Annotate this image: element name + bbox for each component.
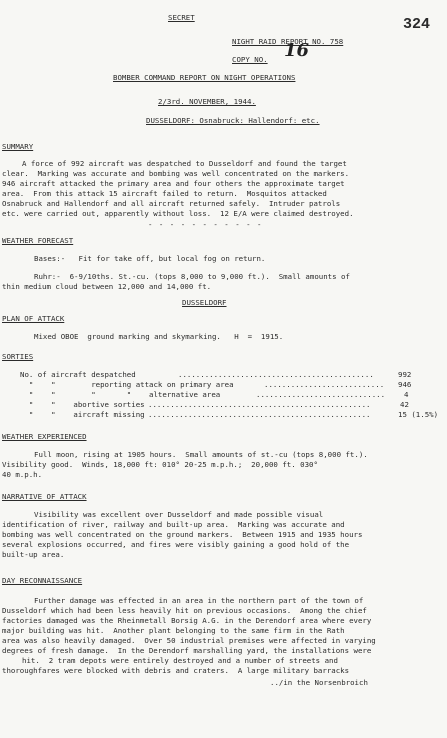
summary-line: A force of 992 aircraft was despatched to Dusseldorf and found the target bbox=[22, 159, 347, 168]
sorties-row-label: " " " " alternative area bbox=[20, 390, 221, 399]
recon-line: thoroughfares were blocked with debris and craters. A large military barracks bbox=[2, 666, 350, 675]
forecast-ruhr-cont: thin medium cloud between 12,000 and 14,000 ft. bbox=[2, 282, 212, 291]
narrative-line: identification of river, railway and built-up area. Marking was accurate and bbox=[2, 520, 345, 529]
recon-line: hit. 2 tram depots were entirely destroyed and a number of streets and bbox=[22, 656, 338, 665]
narrative-line: bombing was well concentrated on the ground markers. Between 1915 and 1935 hours bbox=[2, 530, 363, 539]
operation-targets: DUSSELDORF: Osnabruck: Hallendorf: etc. bbox=[146, 116, 320, 125]
sorties-heading: SORTIES bbox=[2, 352, 34, 361]
plan-of-attack-heading: PLAN OF ATTACK bbox=[2, 314, 65, 323]
narrative-heading: NARRATIVE OF ATTACK bbox=[2, 492, 87, 501]
leader-dots: ........................... bbox=[264, 380, 385, 389]
leader-dots: .................................................. bbox=[148, 410, 371, 419]
sorties-row-value: 946 bbox=[398, 380, 412, 389]
weather-forecast-heading: WEATHER FORECAST bbox=[2, 236, 74, 245]
sorties-row-value: 15 (1.5%) bbox=[398, 410, 439, 419]
recon-line: area was also heavily damaged. Over 50 industrial premises were affected in varying bbox=[2, 636, 376, 645]
copy-number-label: COPY NO. bbox=[232, 55, 268, 64]
sorties-row-label: No. of aircraft despatched bbox=[20, 370, 136, 379]
leader-dots: .................................................. bbox=[148, 400, 371, 409]
summary-line: area. From this attack 15 aircraft failed to return. Mosquitos attacked bbox=[2, 189, 327, 198]
command-title: BOMBER COMMAND REPORT ON NIGHT OPERATIONS bbox=[113, 73, 296, 82]
forecast-bases: Bases:- Fit for take off, but local fog on return. bbox=[34, 254, 266, 263]
sorties-row-value: 4 bbox=[404, 390, 409, 399]
summary-heading: SUMMARY bbox=[2, 142, 34, 151]
sorties-table bbox=[20, 370, 440, 430]
summary-line: Osnabruck and Hallendorf and all aircraft returned safely. Intruder patrols bbox=[2, 199, 341, 208]
narrative-line: several explosions occurred, and fires were visibly gaining a good hold of the bbox=[2, 540, 350, 549]
page-number: 324 bbox=[403, 16, 431, 33]
weather-experienced-heading: WEATHER EXPERIENCED bbox=[2, 432, 87, 441]
recon-line: major building was hit. Another plant belonging to the same firm in the Rath bbox=[2, 626, 345, 635]
leader-dots: ............................................ bbox=[178, 370, 374, 379]
sorties-row-label: " " reporting attack on primary area bbox=[20, 380, 234, 389]
recon-line: Dusseldorf which had been less heavily hit on previous occasions. Among the chief bbox=[2, 606, 367, 615]
summary-line: 946 aircraft attacked the primary area and four others the approximate target bbox=[2, 179, 345, 188]
recon-line: factories damaged was the Rheinmetall Borsig A.G. in the Derendorf area where every bbox=[2, 616, 372, 625]
narrative-line: built-up area. bbox=[2, 550, 65, 559]
weather-line: Visibility good. Winds, 18,000 ft: 010° 20-25 m.p.h.; 20,000 ft. 030° bbox=[2, 460, 318, 469]
report-title: NIGHT RAID REPORT NO. 758 bbox=[232, 37, 344, 46]
forecast-ruhr: Ruhr:- 6-9/10ths. St.-cu. (tops 8,000 to 9,000 ft.). Small amounts of bbox=[34, 272, 350, 281]
narrative-line: Visibility was excellent over Dusseldorf and made possible visual bbox=[34, 510, 324, 519]
operation-date: 2/3rd. NOVEMBER, 1944. bbox=[158, 97, 256, 106]
recon-line: degrees of fresh damage. In the Derendorf marshalling yard, the installations were bbox=[2, 646, 372, 655]
summary-line: etc. were carried out, apparently without loss. 12 E/A were claimed destroyed. bbox=[2, 209, 354, 218]
sorties-row-value: 42 bbox=[400, 400, 409, 409]
weather-line: Full moon, rising at 1905 hours. Small amounts of st.-cu (tops 8,000 ft.). bbox=[34, 450, 368, 459]
target-heading: DUSSELDORF bbox=[182, 298, 227, 307]
classification-mark: SECRET bbox=[168, 13, 195, 22]
section-divider: - - - - - - - - - - - bbox=[148, 220, 263, 229]
sorties-row-label: " " abortive sorties bbox=[20, 400, 145, 409]
reconnaissance-heading: DAY RECONNAISSANCE bbox=[2, 576, 83, 585]
sorties-row-value: 992 bbox=[398, 370, 412, 379]
sorties-row-label: " " aircraft missing bbox=[20, 410, 145, 419]
summary-line: clear. Marking was accurate and bombing was well concentrated on the markers. bbox=[2, 169, 350, 178]
continuation-note: ../in the Norsenbroich bbox=[270, 678, 368, 687]
plan-of-attack-text: Mixed OBOE ground marking and skymarking. H = 1915. bbox=[34, 332, 284, 341]
recon-line: Further damage was effected in an area in the northern part of the town of bbox=[34, 596, 364, 605]
leader-dots: ............................. bbox=[256, 390, 386, 399]
weather-line: 40 m.p.h. bbox=[2, 470, 43, 479]
copy-number-handwritten: 16 bbox=[284, 40, 310, 61]
